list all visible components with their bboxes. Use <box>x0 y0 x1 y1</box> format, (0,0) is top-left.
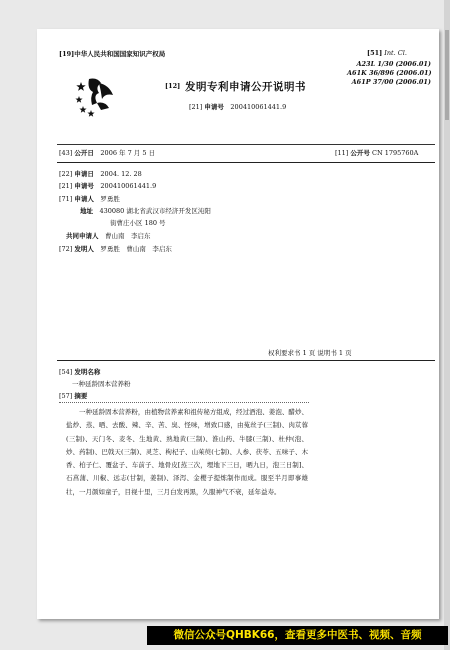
filing-date-row: [22] 申请日 2004. 12. 28 <box>59 170 142 178</box>
publication-number: [11] 公开号 CN 1795760A <box>335 149 419 157</box>
abstract-heading: [57] 摘要 <box>59 392 88 400</box>
inventor-row: [72] 发明人 罗勇胜 曹山南 李启东 <box>59 245 172 253</box>
int-cl-heading: [51] Int. Cl. <box>367 49 407 57</box>
app-no-row: [21] 申请号 200410061441.9 <box>59 182 157 190</box>
app-number-line: [21] 申请号 200410061441.9 <box>189 103 287 111</box>
scrollbar-thumb[interactable] <box>445 30 449 120</box>
classification-row: A61P 37/00 (2006.01) <box>351 78 431 86</box>
classification-row: A23L 1/30 (2006.01) <box>356 60 431 68</box>
publication-divider <box>57 162 435 163</box>
sipo-logo <box>75 75 117 117</box>
header-divider <box>57 144 435 145</box>
invention-name-heading: [54] 发明名称 <box>59 368 101 376</box>
applicant-row: [71] 申请人 罗勇胜 <box>59 195 120 203</box>
page-count-info: 权利要求书 1 页 说明书 1 页 <box>268 349 352 357</box>
office-name: 中华人民共和国国家知识产权局 <box>74 50 166 58</box>
abstract-divider <box>59 402 309 403</box>
abstract-text: 一种延龄固本营养粉，由植物营养素和祖传秘方组成，经过酒泡、姜泡、醋炒、盐炒、蒸、晒、去酸、辣、辛、苦、臭、怪味，增致口感，由菟丝子(三制)、肉苁蓉(三制)、天门冬、麦冬、生地黄、熟地黄(三制)、淮山药、牛膝(三制)、杜仲(泡、炒、药制)、巴戟天(三制)、灵芝、枸杞子、山茱萸(七制)、人参、茯苓、五味子、木香、柏子仁、覆盆子、车前子、地骨皮[蒸三次，埋地下三日，晒九日，泡三日制]、石菖蒲、川椒、远志(甘制，姜制)、泽泻、金樱子提炼制作而成。服至半月即事雄壮，一月颜如童子，目视十里，三月白发再黑，久服神气不衰，延年益寿。 <box>66 408 308 496</box>
doc-type-title: 发明专利申请公开说明书 <box>185 81 306 93</box>
wechat-banner: 微信公众号QHBK66，查看更多中医书、视频、音频 <box>147 626 448 645</box>
classification-row: A61K 36/896 (2006.01) <box>347 69 432 77</box>
address-row: 地址 430080 湖北省武汉市经济开发区沌阳 <box>80 207 211 215</box>
office-header <box>59 50 165 59</box>
patent-page <box>37 29 439 619</box>
co-applicant-row: 共同申请人 曹山南 李启东 <box>66 232 151 240</box>
vertical-scrollbar[interactable] <box>444 0 450 650</box>
classification-list <box>347 60 431 87</box>
biblio-divider <box>57 360 435 361</box>
doc-type-code: [12] <box>165 82 181 90</box>
office-code: [19] <box>59 50 75 58</box>
invention-name: 一种延龄固本营养粉 <box>72 380 131 388</box>
publication-date: [43] 公开日 2006 年 7 月 5 日 <box>59 149 156 157</box>
address-row-2: 街曹庄小区 180 号 <box>110 219 166 227</box>
